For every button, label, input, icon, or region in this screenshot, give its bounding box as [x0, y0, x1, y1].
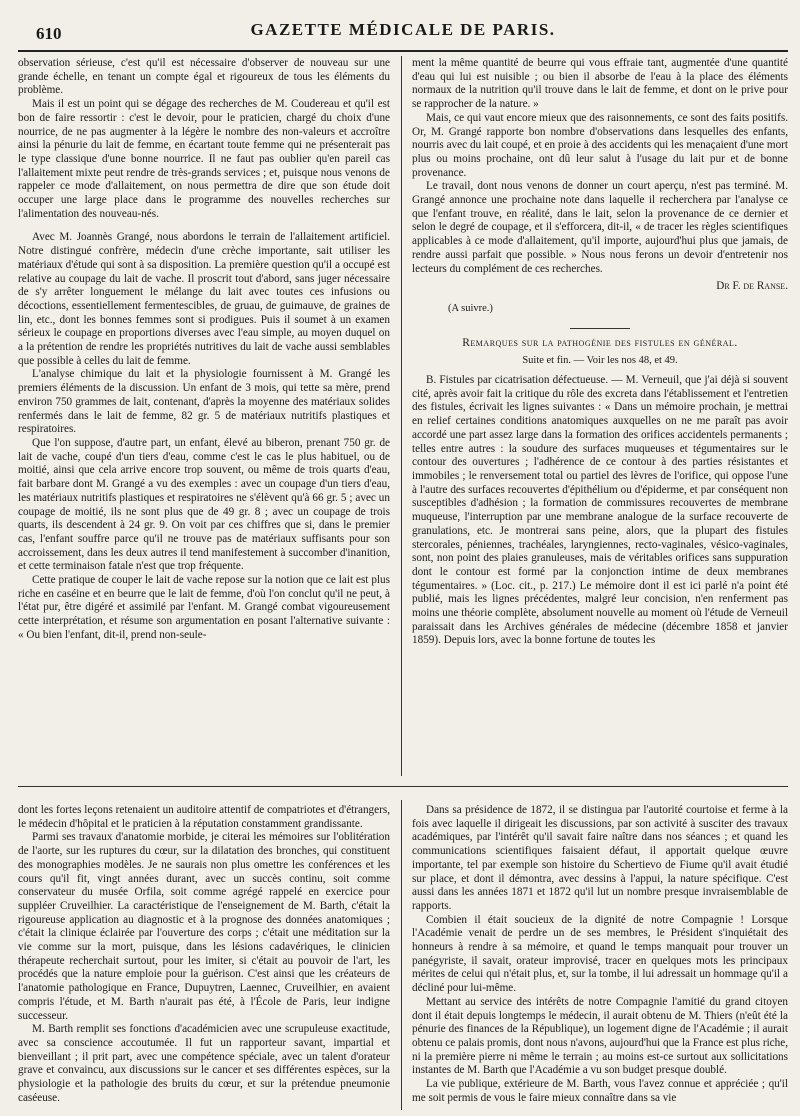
- paragraph: Mais, ce qui vaut encore mieux que des raisonnements, ce sont des faits positifs. Or, M. Grangé rapporte bon nombre d'observations dans lesquelles des enfants, nourris avec du lait coupé, et en proie à des accidents qui les menaçaient d'une mort plus ou moins prochaine, ont dû leur salut à l'usage du lait pur et de bonne provenance.: [412, 111, 788, 179]
- page-number: 610: [36, 24, 62, 43]
- to-be-continued: (A suivre.): [448, 302, 493, 314]
- paragraph: ment la même quantité de beurre qui vous effraie tant, augmentée d'une quantité d'eau qui lui est nuisible ; ou bien il absorbe de l'eau à la place des éléments normaux de la nutrition qu'il trouve dans le lait de femme, et dont on le prive pour se rapprocher de la nature. »: [412, 57, 788, 111]
- page-fold-rule: [18, 786, 788, 787]
- journal-title: GAZETTE MÉDICALE DE PARIS.: [250, 20, 556, 39]
- paragraph: Mais il est un point qui se dégage des recherches de M. Coudereau et qu'il est bon de faire ressortir : c'est le devoir, pour le praticien, chargé du choix d'une nourrice, de ne pas augmenter à la légère le nombre des non-valeurs et accroître ainsi la pénurie du lait de femme, en écartant toute femme qui ne présenterait pas le type classique d'une bonne nourrice. Il ne faut pas oublier qu'en pareil cas l'allaitement mixte peut rendre de très-grands services ; et, puisque nous venons de rappeler ce mode d'allaitement, on nous permettra de dire que son étude doit occuper une large place dans le programme des nouvelles recherches sur l'alimentation des nouveau-nés.: [18, 98, 390, 220]
- paragraph: Combien il était soucieux de la dignité de notre Compagnie ! Lorsque l'Académie venait de perdre un de ses membres, le Président s'inquiétait des honneurs à rendre à sa mémoire, et quand le temps manquait pour trouver un panégyriste, il savait, orateur improvisé, tracer en quelques mots les principaux mérites de celui qui n'était plus, et, sur la tombe, il lui adressait un hommage qu'il a décliné pour lui-même.: [412, 913, 788, 995]
- paragraph: Dans sa présidence de 1872, il se distingua par l'autorité courtoise et ferme à la fois avec laquelle il dirigeait les discussions, par son activité à susciter des travaux académiques, par l'intérêt qu'il savait faire naître dans nos séances ; et quand les communications scientifiques faisaient défaut, il apportait quelque œuvre importante, tel par exemple son histoire du Schertievo de Fiume qu'il avait étudié sur place, et dont il démontra, avec dessins à l'appui, la nature spécifique. C'est aussi dans les années 1871 et 1872 qu'il lut un nombre presque invraisemblable de rapports.: [412, 804, 788, 912]
- paragraph: M. Barth remplit ses fonctions d'académicien avec une scrupuleuse exactitude, avec sa conscience accoutumée. Il fut un rapporteur savant, impartial et bienveillant ; il prit part, avec une compétence spéciale, avec un talent d'orateur grave et convaincu, aux discussions sur le cancer et ses différentes espèces, sur la physiologie et la pathologie des bruits du cœur, et sur la prétendue pneumonie caséeuse.: [18, 1023, 390, 1104]
- column-2: [412, 57, 788, 648]
- paragraph: B. Fistules par cicatrisation défectueuse. — M. Verneuil, que j'ai déjà si souvent cité, après avoir fait la critique du rôle des excreta dans l'établissement et l'entretien des fistules, écrivait les lignes suivantes : « Dans un mémoire prochain, je mettrai en relief certaines conditions anatomiques auxquelles on ne me paraît pas avoir accordé une part assez large dans la formation des orifices accidentels permanents ; telles entre autres : la soudure des surfaces muqueuses et tégumentaires sur le contour des ouvertures ; l'adhérence de ce contour à des parties résistantes et immobiles ; le renversement total ou partiel des lèvres de l'orifice, qui oppose l'une à l'autre des surfaces recouvertes d'épithélium ou d'épiderme, et par conséquent non susceptibles d'adhésion ; la formation de commissures recouvertes de membrane muqueuse, l'interruption par une membrane analogue de la surface recouverte de granulations, etc. Je montrerai sans peine, alors, que la plupart des fistules stercorales, péniennes, trachéales, laryngiennes, recto-vaginales, vésico-vaginales, sont, non point des plaies granuleuses, mais de véritables orifices sans suppuration dont le contour est formé par la conjonction intime de deux membranes tégumentaires. » (Loc. cit., p. 217.) Le mémoire dont il est ici parlé n'a point été publié, mais les lignes précédentes, malgré leur concision, n'en renferment pas moins une théorie complète, absolument nouvelle au moment où l'étude de Verneuil paraissait dans les Archives générales de médecine (décembre 1858 et janvier 1859). Depuis lors, avec la bonne fortune de toutes les: [412, 374, 788, 647]
- column-divider-top: [401, 56, 402, 776]
- paragraph: Avec M. Joannès Grangé, nous abordons le terrain de l'allaitement artificiel. Notre distingué confrère, médecin d'une crèche importante, sait utiliser les matériaux d'étude qui sont à sa disposition. La première question qu'il a occupé est relative au coupage du lait de vache. Il proscrit tout d'abord, sans juger nécessaire de s'y arrêter longuement le mélange du lait avec toutes ces infusions ou décoctions, essentiellement fermentescibles, de gruau, de guimauve, de graines de lin, etc., dont les bonnes femmes sont si prodigues. Puis il soumet à un examen sérieux le coupage en proportions diverses avec l'eau simple, au moyen duquel on a la prétention de rendre les propriétés nutritives du lait de vache aussi semblables que possible à celles du lait de femme.: [18, 231, 390, 367]
- header-rule: [18, 50, 788, 52]
- paragraph: Que l'on suppose, d'autre part, un enfant, élevé au biberon, prenant 750 gr. de lait de vache, coupé d'un tiers d'eau, comme c'est le cas le plus habituel, ou de moitié, ainsi que cela arrive encore trop souvent, ou même de trois quarts d'eau, fait barbare dont M. Grangé a vu des exemples : avec un coupage d'un tiers d'eau, les matériaux nutritifs plastiques et respiratoires ne s'élèvent qu'à 66 gr. 5 ; avec un coupage de moitié, ils ne sont plus que de 49 gr. 8 ; avec un coupage de trois quarts, ils descendent à 24 gr. 9. On voit par ces chiffres que si, dans le premier cas, l'enfant souffre parce qu'il ne trouve pas de matériaux suffisants pour son accroissement, dans les deux autres il tend manifestement à succomber d'inanition, et cette terminaison fatale n'est que trop fréquente.: [18, 436, 390, 573]
- column-1: [18, 57, 390, 643]
- paragraph: Cette pratique de couper le lait de vache repose sur la notion que ce lait est plus riche en caséine et en beurre que le lait de femme, d'où l'on conclut qu'il ne peut, à l'état pur, être digéré et assimilé par l'enfant. M. Grangé combat vigoureusement cette interprétation, et résume son argumentation en posant l'alternative suivante : « Ou bien l'enfant, dit-il, prend non-seule-: [18, 574, 390, 641]
- section-subtitle: Suite et fin. — Voir les nos 48, et 49.: [522, 355, 678, 367]
- column-divider-bottom: [401, 800, 402, 1110]
- paragraph: La vie publique, extérieure de M. Barth, vous l'avez connue et appréciée ; qu'il me soit permis de vous le faire mieux connaître dans sa vie: [412, 1078, 788, 1104]
- section-title: Remarques sur la pathogénie des fistules en général.: [462, 336, 738, 349]
- paragraph: Parmi ses travaux d'anatomie morbide, je citerai les mémoires sur l'oblitération de l'aorte, sur les ruptures du cœur, sur la dilatation des bronches, qui constituent des monographies modèles. Je ne saurais non plus omettre les conférences et les cours qu'il fit, vingt années durant, avec un succès continu, soit comme conservateur du musée Orfila, soit comme agrégé rappelé en exercice pour suppléer Cruveilhier. La caractéristique de l'enseignement de M. Barth, c'était la rigoureuse application au diagnostic et à la prognose des données anatomiques ; c'était la clinique éclairée par l'ouverture des corps ; c'était une méditation sur la vie comme sur la mort, puisque, dans les lésions cadavériques, le clinicien thérapeute recherchait surtout, pour les imiter, si c'était au pouvoir de l'art, les procédés que la nature emploie pour la guérison. C'est ainsi que les créateurs de l'anatomie pathologique en France, Dupuytren, Laennec, Cruveilhier, en avaient compris l'étude, et M. Barth n'aurait pas été, à l'École de Paris, leur indigne successeur.: [18, 831, 390, 1022]
- paragraph: dont les fortes leçons retenaient un auditoire attentif de compatriotes et d'étrangers, le médecin d'hôpital et le praticien à la réputation constamment grandissante.: [18, 804, 390, 830]
- paragraph: observation sérieuse, c'est qu'il est nécessaire d'observer de nouveau sur une grande échelle, en tenant un compte égal et rigoureux de tous les éléments du problème.: [18, 57, 390, 97]
- column-4: [412, 804, 788, 1105]
- paragraph: Le travail, dont nous venons de donner un court aperçu, n'est pas terminé. M. Grangé annonce une prochaine note dans laquelle il recherchera par l'analyse ce que l'enfant trouve, en réalité, dans le lait, selon la provenance de ce dernier et selon le degré de coupage, et il s'efforcera, dit-il, « de tracer les règles scientifiques applicables à ce mode d'allaitement, qu'il importe, aujourd'hui plus que jamais, de rendre aussi parfait que possible. » Nous nous ferons un devoir d'entretenir nos lecteurs du complément de ces recherches.: [412, 180, 788, 275]
- page-header: [18, 20, 788, 46]
- paragraph: L'analyse chimique du lait et la physiologie fournissent à M. Grangé les premiers éléments de la discussion. Un enfant de 3 mois, qui tette sa mère, prend environ 750 grammes de lait, contenant, d'après la moyenne des matériaux solides renfermés dans le lait de femme, 82 gr. 5 de matériaux nutritifs plastiques et respiratoires.: [18, 368, 390, 436]
- column-3: [18, 804, 390, 1105]
- section-separator: [570, 328, 630, 329]
- paragraph: Mettant au service des intérêts de notre Compagnie l'amitié du grand citoyen dont il était depuis longtemps le médecin, il aurait obtenu de M. Thiers (n'eût été la pénurie des finances de la République), un logement digne de l'Académie ; il aurait obtenu ce palais promis, dont nous n'avons, aujourd'hui que la France est plus riche, ni la première pierre ni même le terrain ; au moins est-ce surtout aux sollicitations instantes de M. Barth que l'Académie a vu son budget presque doublé.: [412, 995, 788, 1077]
- author-signature: Dr F. de Ranse.: [716, 280, 788, 293]
